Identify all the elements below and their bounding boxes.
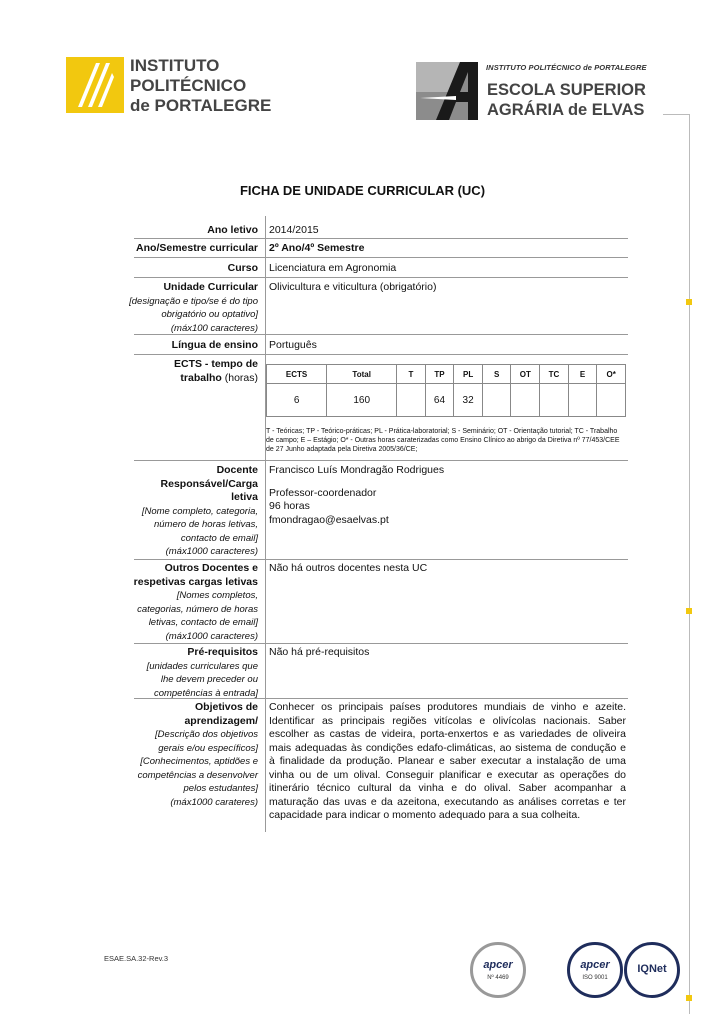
row-divider <box>134 257 628 258</box>
document-code: ESAE.SA.32-Rev.3 <box>104 954 169 963</box>
outros-hint: [Nomes completos, <box>176 590 258 601</box>
iqnet-seal <box>624 942 680 998</box>
apcer-iso-seal-iso: ISO 9001 <box>582 975 608 981</box>
ects-value-cell: 6 <box>267 384 327 417</box>
ects-label: ECTS - tempo de trabalho (horas) <box>173 358 258 384</box>
prereq-hint: [unidades curriculares que <box>146 660 258 672</box>
ano-semestre-label: Ano/Semestre curricular <box>136 242 258 254</box>
objetivos-hint: [Conhecimentos, aptidões e <box>140 756 258 767</box>
docente-name: Francisco Luís Mondragão Rodrigues <box>269 464 445 476</box>
uc-hint: [designação e tipo/se é do tipo <box>129 295 258 307</box>
outros-hint: letivas, contacto de email] <box>148 617 258 628</box>
docente-hint: contacto de email] <box>180 532 258 544</box>
curso-value: Licenciatura em Agronomia <box>269 262 397 274</box>
apcer-iso-seal-text: apcer <box>580 959 610 971</box>
docente-hint: número de horas letivas, <box>153 519 258 530</box>
ects-value-cell <box>397 384 426 417</box>
ects-value-cell: 64 <box>425 384 454 417</box>
ese-name <box>487 80 646 120</box>
docente-hint: (máx1000 caracteres) <box>165 546 258 557</box>
objetivos-label: Objetivos de aprendizagem/ [Descrição dos objetivos gerais e/ou específicos] [Conhecimentos, aptidões e competências a desenvolver pelos estudantes] (máx1000 carateres) <box>137 701 258 808</box>
ects-footnote-line: de 27 Junho adaptada pela Diretiva 2005/36/CE; <box>266 446 418 453</box>
ipp-name-line: de PORTALEGRE <box>130 96 272 115</box>
objetivos-hint: (máx1000 carateres) <box>170 796 258 808</box>
ects-value-row <box>267 384 626 417</box>
objetivos-hint: competências a desenvolver <box>137 769 258 781</box>
ects-footnote <box>266 427 628 454</box>
uc-label: Unidade Curricular [designação e tipo/se é do tipo obrigatório ou optativo] (máx100 caracteres) <box>129 281 258 334</box>
curso-label: Curso <box>227 262 258 274</box>
ects-header-cell: E <box>568 365 597 384</box>
ano-semestre-value: 2º Ano/4º Semestre <box>269 242 365 254</box>
yellow-marker <box>686 299 692 305</box>
prereq-label: Pré-requisitos [unidades curriculares que lhe devem preceder ou competências à entrada] <box>146 646 258 699</box>
ects-header-cell: S <box>482 365 511 384</box>
prereq-hint: lhe devem preceder ou <box>160 674 258 685</box>
docente-category: Professor-coordenador <box>269 486 377 499</box>
uc-hint: (máx100 caracteres) <box>170 322 258 334</box>
border-line <box>663 114 689 115</box>
objetivos-hint: [Descrição dos objetivos <box>155 729 258 740</box>
outros-hint: (máx1000 caracteres) <box>165 630 258 642</box>
apcer-seal-number: Nº 4469 <box>487 975 509 981</box>
row-divider <box>134 460 628 461</box>
ects-value-cell <box>540 384 569 417</box>
row-divider <box>134 643 628 644</box>
ese-name-line: AGRÁRIA de ELVAS <box>487 101 645 119</box>
outros-label: Outros Docentes e respetivas cargas letivas [Nomes completos, categorias, número de horas letivas, contacto de email] (máx1000 caracteres) <box>133 562 258 642</box>
ects-value-cell <box>511 384 540 417</box>
ects-header-cell: O* <box>597 365 626 384</box>
ipp-name-line: INSTITUTO <box>130 56 220 75</box>
ects-header-cell: T <box>397 365 426 384</box>
row-divider <box>134 559 628 560</box>
apcer-seal-text: apcer <box>483 959 513 971</box>
ects-footnote-line: T - Teóricas; TP - Teórico-práticas; PL - Prática-laboratorial; S - Seminário; OT - Orientação tutorial; TC - Trabalho <box>266 428 618 435</box>
ipp-logo <box>66 57 124 113</box>
page-title: FICHA DE UNIDADE CURRICULAR (UC) <box>239 183 486 198</box>
uc-hint: obrigatório ou optativo] <box>161 309 258 320</box>
ects-table <box>266 364 626 417</box>
objetivos-hint: pelos estudantes] <box>183 783 258 794</box>
ects-value-cell: 32 <box>454 384 483 417</box>
objetivos-hint: gerais e/ou específicos] <box>158 742 258 754</box>
ects-header-cell: OT <box>511 365 540 384</box>
ects-footnote-line: de campo; E – Estágio; O* - Outras horas caraterizadas como Ensino Clínico ao abrigo da Diretiva nº 77/453/CEE <box>266 437 620 444</box>
row-divider <box>134 277 628 278</box>
row-divider <box>134 238 628 239</box>
ano-letivo-label: Ano letivo <box>207 224 258 236</box>
ects-header-cell: Total <box>327 365 397 384</box>
ects-header-cell: TC <box>540 365 569 384</box>
apcer-iso-seal <box>567 942 623 998</box>
ano-letivo-value: 2014/2015 <box>269 224 319 236</box>
ipp-name <box>130 56 271 116</box>
docente-value <box>269 464 444 527</box>
ects-value-cell <box>597 384 626 417</box>
docente-email: fmondragao@esaelvas.pt <box>269 513 389 526</box>
yellow-marker <box>686 608 692 614</box>
ipp-name-line: POLITÉCNICO <box>130 76 247 95</box>
outros-value: Não há outros docentes nesta UC <box>269 562 428 574</box>
ects-header-row <box>267 365 626 384</box>
docente-label: Docente Responsável/Carga letiva [Nome completo, categoria, número de horas letivas, contacto de email] (máx1000 caracteres) <box>141 464 258 557</box>
lingua-value: Português <box>269 339 317 351</box>
prereq-value: Não há pré-requisitos <box>269 646 370 658</box>
apcer-seal <box>470 942 526 998</box>
uc-value: Olivicultura e viticultura (obrigatório) <box>269 281 437 293</box>
form-divider <box>265 216 266 832</box>
ese-name-line: ESCOLA SUPERIOR <box>487 81 646 99</box>
ects-header-cell: ECTS <box>267 365 327 384</box>
docente-hours: 96 horas <box>269 500 310 512</box>
ese-logo <box>416 62 478 120</box>
ects-value-cell: 160 <box>327 384 397 417</box>
ese-banner: INSTITUTO POLITÉCNICO de PORTALEGRE <box>486 63 647 72</box>
yellow-marker <box>686 995 692 1001</box>
iqnet-seal-text: IQNet <box>637 963 667 975</box>
ects-header-cell: PL <box>454 365 483 384</box>
ects-value-cell <box>482 384 511 417</box>
border-line <box>689 114 690 1014</box>
row-divider <box>134 354 628 355</box>
ects-header-cell: TP <box>425 365 454 384</box>
objetivos-value: Conhecer os principais países produtores mundiais de vinho e azeite. Identificar as principais regiões vitícolas e olivícolas nacionais. Saber escolher as castas de videira, porta-enxertos e as variedades de oliveira mais adequadas às condições edafo-climáticas, ao sistema de condução e à finalidade da produção. Planear e saber executar a instalação de uma vinha ou de um olival. Conseguir planificar e executar as operações do itinerário técnico cultural da vinha e do olival. Saber acompanhar a maturação das uvas e da azeitona, executando as análises corretas e ter capacidade para indicar o momento adequado para a sua colheita. <box>269 701 626 821</box>
prereq-hint: competências à entrada] <box>153 687 258 699</box>
lingua-label: Língua de ensino <box>171 339 258 351</box>
outros-hint: categorias, número de horas <box>137 603 258 615</box>
ects-value-cell <box>568 384 597 417</box>
docente-hint: [Nome completo, categoria, <box>141 505 258 517</box>
